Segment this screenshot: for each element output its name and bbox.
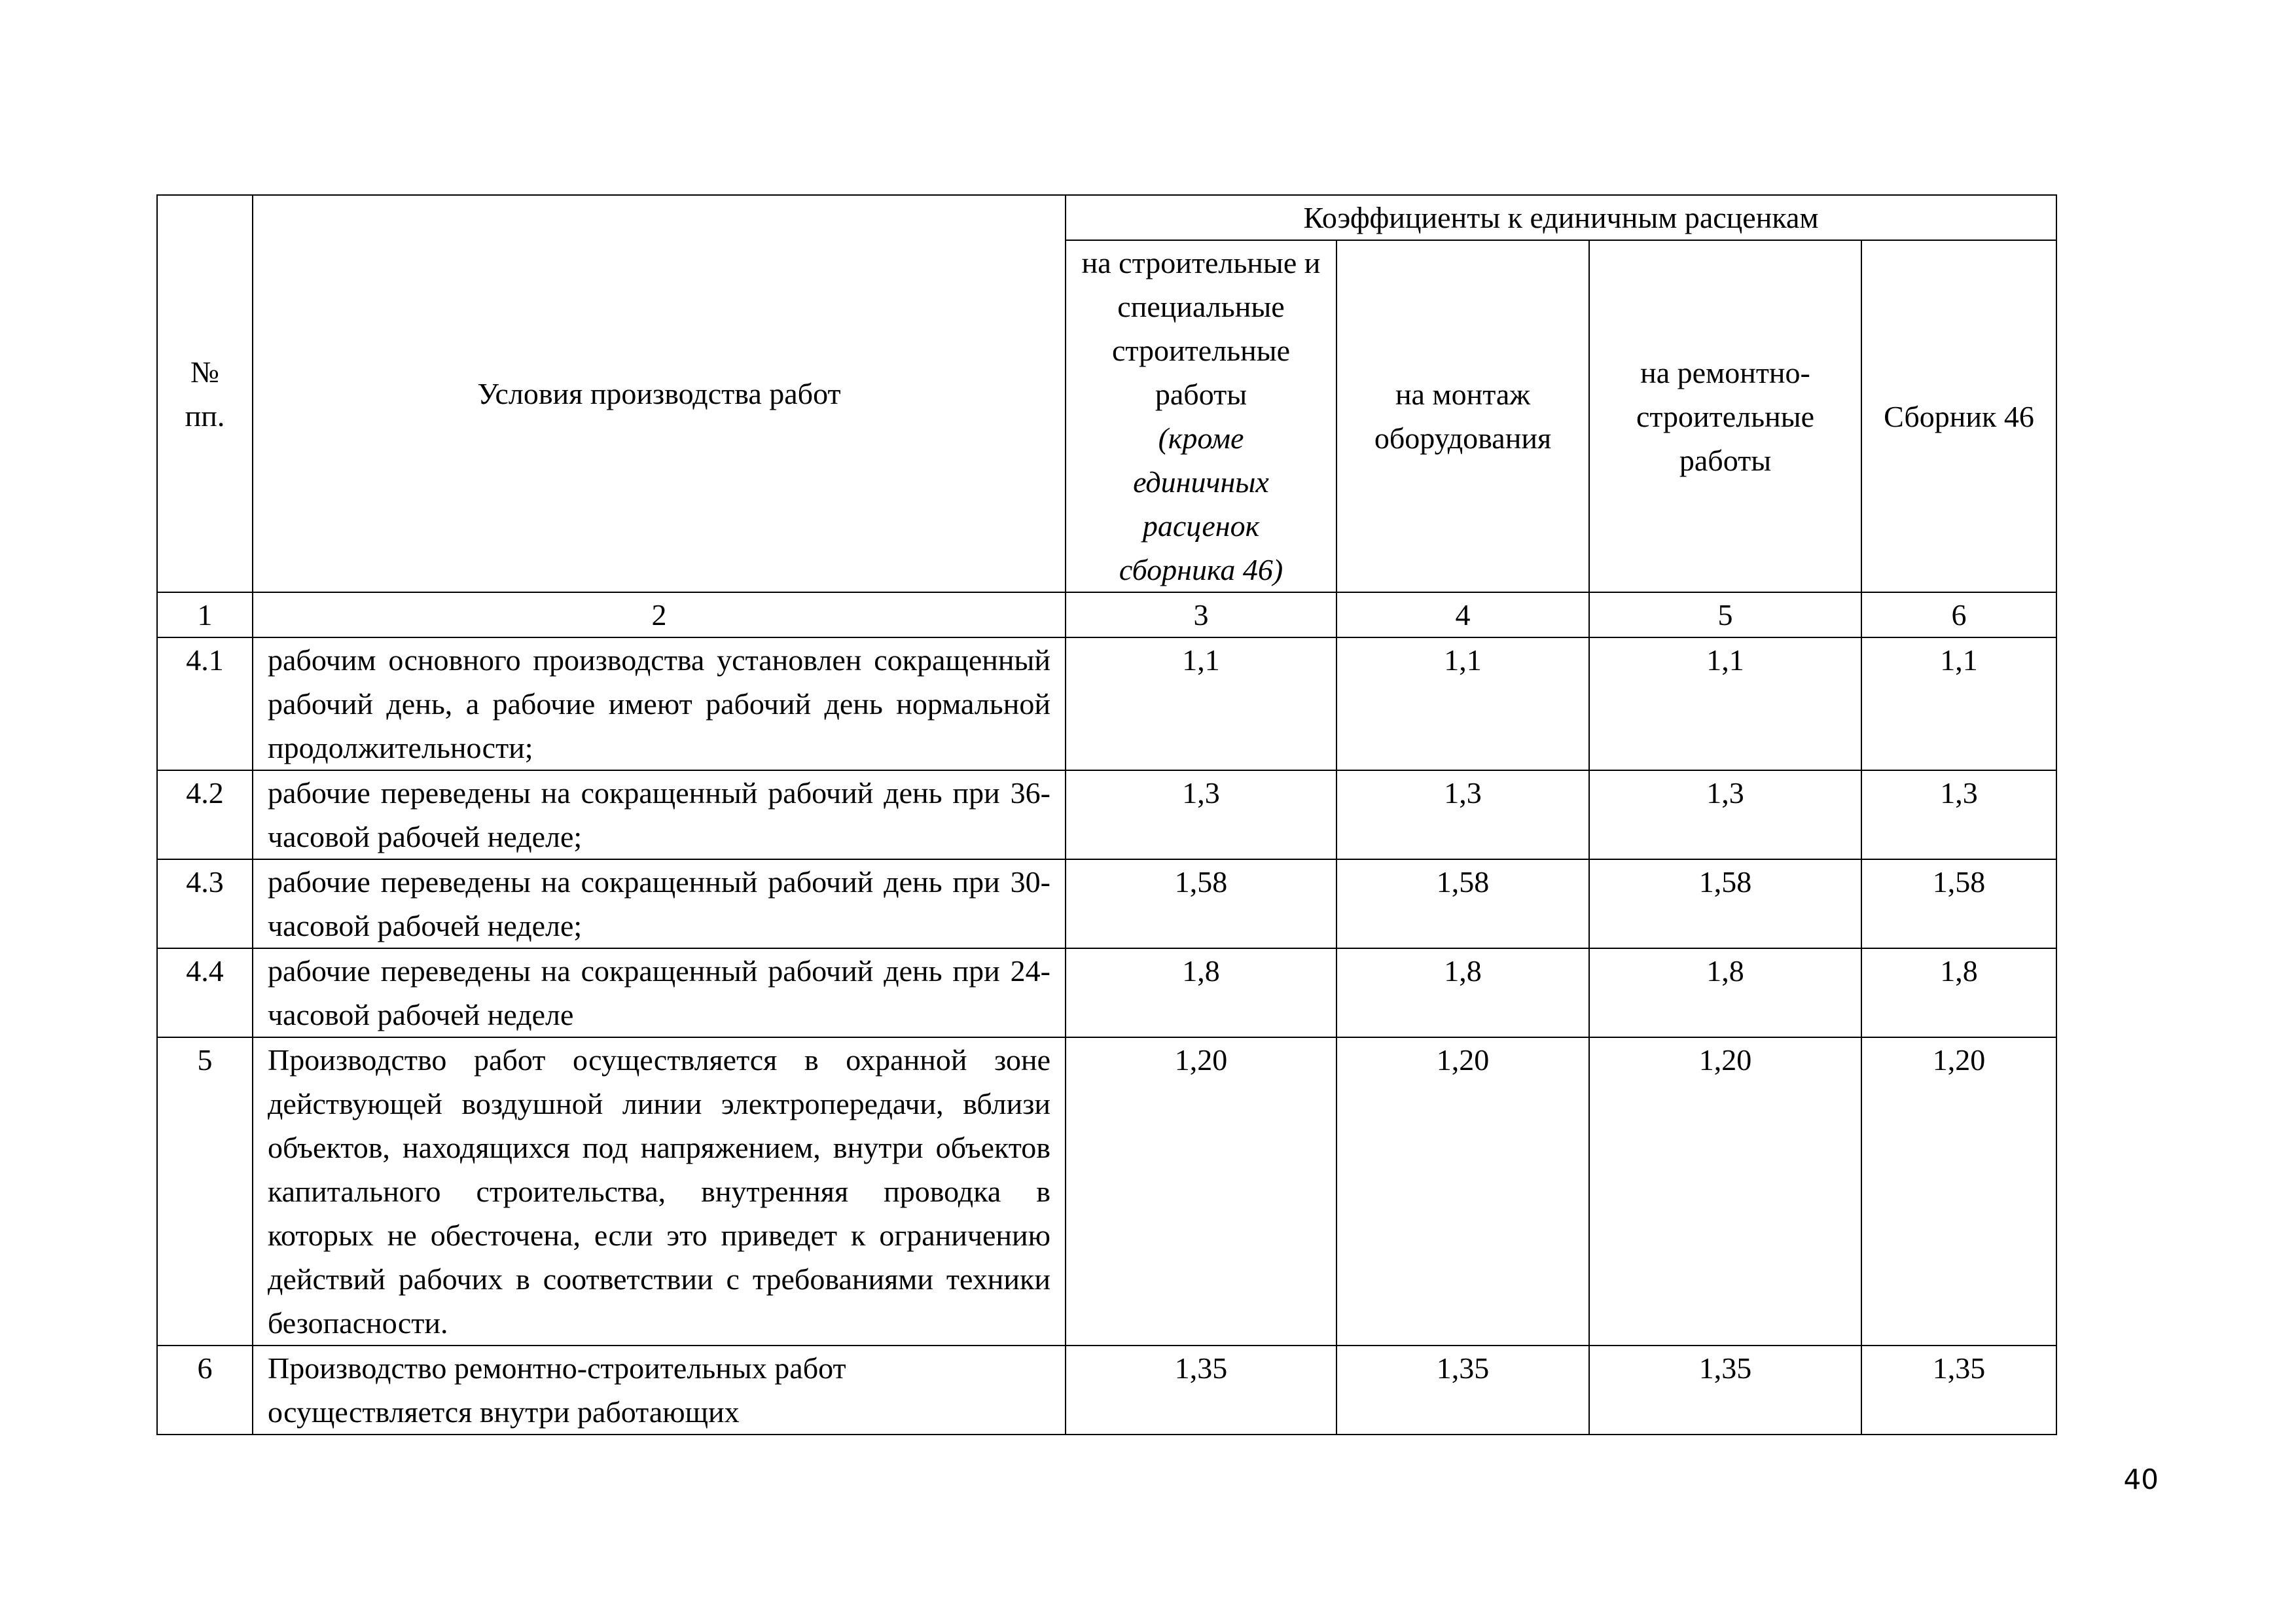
row-number: 6 (157, 1346, 253, 1435)
value-mount: 1,1 (1336, 637, 1589, 770)
row-number: 4.4 (157, 948, 253, 1037)
value-repair: 1,8 (1589, 948, 1861, 1037)
value-build: 1,8 (1066, 948, 1336, 1037)
header-row-top (157, 195, 2056, 240)
table-row (157, 948, 2056, 1037)
header-col-build-note: (кроме единичных расценок сборника 46) (1119, 421, 1283, 586)
header-col-mount-label: на монтаж оборудования (1374, 378, 1552, 455)
table-row (157, 637, 2056, 770)
value-build: 1,3 (1066, 770, 1336, 859)
header-col-sb46: Сборник 46 (1861, 240, 2056, 592)
header-conditions: Условия производства работ (253, 195, 1066, 592)
value-repair: 1,1 (1589, 637, 1861, 770)
header-col-repair-label: на ремонтно-строительные работы (1636, 355, 1815, 477)
value-sb46: 1,8 (1861, 948, 2056, 1037)
row-number: 5 (157, 1037, 253, 1346)
column-number: 3 (1066, 592, 1336, 637)
value-sb46: 1,3 (1861, 770, 2056, 859)
value-repair: 1,3 (1589, 770, 1861, 859)
row-number: 4.2 (157, 770, 253, 859)
value-mount: 1,3 (1336, 770, 1589, 859)
header-coefficients-group: Коэффициенты к единичным расценкам (1066, 195, 2056, 240)
column-number: 6 (1861, 592, 2056, 637)
coefficients-table (156, 194, 2057, 1435)
column-number-row (157, 592, 2056, 637)
value-build: 1,20 (1066, 1037, 1336, 1346)
row-description: рабочие переведены на сокращенный рабочий день при 30-часовой рабочей неделе; (253, 859, 1066, 948)
header-col-repair (1589, 240, 1861, 592)
page-number: 40 (2123, 1463, 2159, 1495)
value-repair: 1,58 (1589, 859, 1861, 948)
value-sb46: 1,20 (1861, 1037, 2056, 1346)
value-mount: 1,58 (1336, 859, 1589, 948)
table-row (157, 859, 2056, 948)
value-mount: 1,35 (1336, 1346, 1589, 1435)
table-row (157, 1037, 2056, 1346)
table-row (157, 1346, 2056, 1435)
header-col-build-label: на строительные и специальные строительные работы (1081, 246, 1321, 411)
value-build: 1,35 (1066, 1346, 1336, 1435)
header-number (157, 195, 253, 592)
value-mount: 1,8 (1336, 948, 1589, 1037)
table-row (157, 770, 2056, 859)
row-description: рабочим основного производства установлен сокращенный рабочий день, а рабочие имеют рабочий день нормальной продолжительности; (253, 637, 1066, 770)
value-build: 1,58 (1066, 859, 1336, 948)
value-mount: 1,20 (1336, 1037, 1589, 1346)
value-sb46: 1,35 (1861, 1346, 2056, 1435)
row-description: Производство ремонтно-строительных работ осуществляется внутри работающих (253, 1346, 1066, 1435)
column-number: 5 (1589, 592, 1861, 637)
column-number: 2 (253, 592, 1066, 637)
value-sb46: 1,58 (1861, 859, 2056, 948)
value-build: 1,1 (1066, 637, 1336, 770)
value-repair: 1,35 (1589, 1346, 1861, 1435)
row-number: 4.1 (157, 637, 253, 770)
header-number-label: № пп. (185, 355, 225, 433)
column-number: 1 (157, 592, 253, 637)
header-col-mount (1336, 240, 1589, 592)
row-description: рабочие переведены на сокращенный рабочий день при 24-часовой рабочей неделе (253, 948, 1066, 1037)
value-repair: 1,20 (1589, 1037, 1861, 1346)
row-number: 4.3 (157, 859, 253, 948)
row-description: рабочие переведены на сокращенный рабочий день при 36-часовой рабочей неделе; (253, 770, 1066, 859)
value-sb46: 1,1 (1861, 637, 2056, 770)
column-number: 4 (1336, 592, 1589, 637)
row-description: Производство работ осуществляется в охранной зоне действующей воздушной линии электропередачи, вблизи объектов, находящихся под напряжением, внутри объектов капитального строительства, внутренняя проводка в которых не обесточена, если это приведет к ограничению действий рабочих в соответствии с требованиями техники безопасности. (253, 1037, 1066, 1346)
header-col-build (1066, 240, 1336, 592)
